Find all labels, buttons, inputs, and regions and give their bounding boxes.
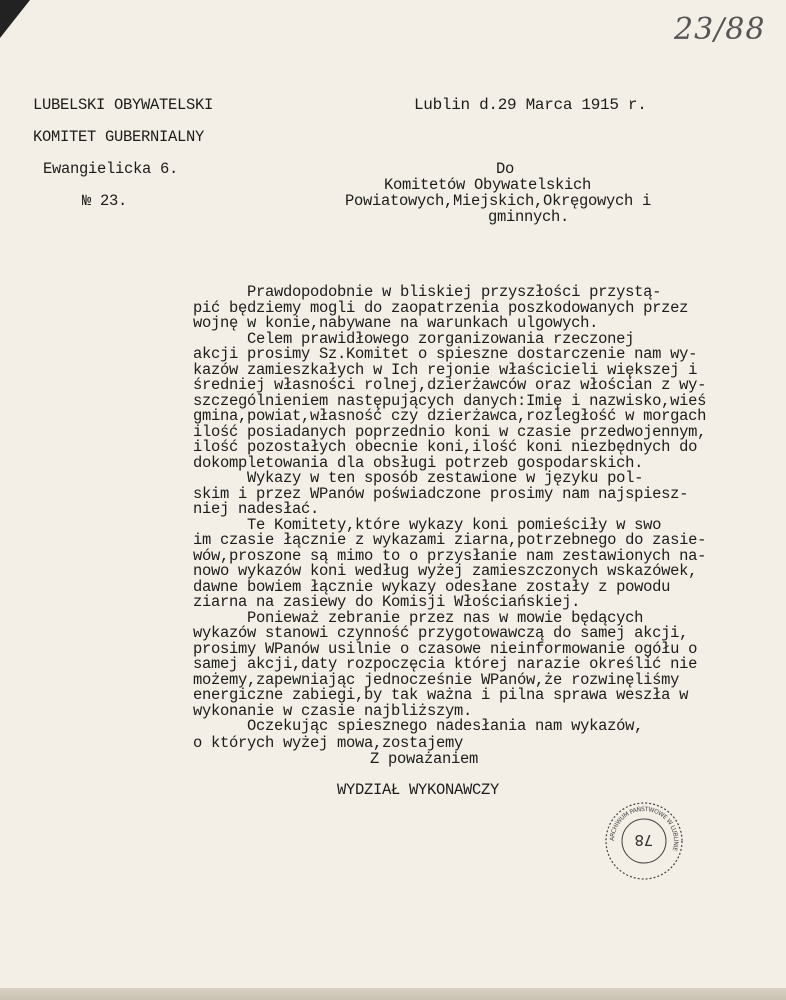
closing-regards: Z poważaniem bbox=[370, 750, 479, 768]
body-line: wykonanie w czasie najbliższym. bbox=[193, 701, 473, 720]
body-line: wojnę w konie,nabywane na warunkach ulgowych. bbox=[193, 314, 599, 332]
body-line: możemy,zapewniając jednocześnie WPanów,że rozwinęliśmy bbox=[193, 670, 680, 689]
body-line: Ponieważ zebranie przez nas w mowie będących bbox=[193, 608, 644, 627]
recipient-line3: Powiatowych,Miejskich,Okręgowych i bbox=[345, 192, 652, 210]
body-line: im czasie łącznie z wykazami ziarna,potrzebnego do zasie- bbox=[193, 531, 707, 549]
org-name-line1: LUBELSKI OBYWATELSKI bbox=[33, 96, 214, 114]
stamp-number: 78 bbox=[634, 831, 654, 849]
signature-department: WYDZIAŁ WYKONAWCZY bbox=[337, 781, 500, 799]
recipient-to: Do bbox=[496, 160, 515, 178]
document-number: № 23. bbox=[82, 192, 128, 210]
body-line: szczególnieniem następujących danych:Imię i nazwisko,wieś bbox=[193, 391, 707, 410]
body-line: dawne bowiem łącznie wykazy odesłane zostały z powodu bbox=[193, 577, 671, 596]
body-line: pić będziemy mogli do zaopatrzenia poszkodowanych przez bbox=[193, 298, 689, 317]
body-line: ziarna na zasiewy do Komisji Włościańskiej. bbox=[193, 593, 581, 611]
body-line: wykazów stanowi czynność przygotowawczą do samej akcji, bbox=[193, 624, 689, 642]
body-line: gmina,powiat,własność czy dzierżawca,rozległość w morgach bbox=[193, 407, 707, 425]
org-address: Ewangielicka 6. bbox=[43, 160, 179, 178]
stamp-text: ARCHIWUM PAŃSTWOWE W LUBLINIE bbox=[608, 805, 680, 852]
body-line: nowo wykazów koni według wyżej zamieszczonych wskazówek, bbox=[193, 562, 698, 580]
body-line: Oczekując spiesznego nadesłania nam wykazów, bbox=[193, 717, 644, 735]
archive-stamp bbox=[603, 800, 685, 882]
torn-corner bbox=[0, 0, 30, 38]
body-line: ilość posiadanych poprzednio koni w czasie przedwojennym, bbox=[193, 422, 707, 441]
body-line: prosimy WPanów usilnie o czasowe nieinformowanie ogółu o bbox=[193, 639, 698, 658]
body-line: dokompletowania dla obsługi potrzeb gospodarskich. bbox=[193, 453, 644, 472]
body-line: średniej własności rolnej,dzierżawców oraz włościan z wy- bbox=[193, 376, 707, 394]
body-line: samej akcji,daty rozpoczęcia której narazie określić nie bbox=[193, 655, 698, 673]
body-line: Celem prawidłowego zorganizowania rzeczonej bbox=[193, 329, 635, 348]
page-bottom-edge bbox=[0, 988, 786, 1000]
recipient-line4: gminnych. bbox=[488, 208, 570, 226]
letter-body bbox=[193, 285, 773, 735]
body-line: niej nadesłać. bbox=[193, 500, 320, 518]
body-line: ilość pozostałych obecnie koni,ilość koni niezbędnych do bbox=[193, 438, 698, 456]
recipient-line2: Komitetów Obywatelskich bbox=[384, 176, 592, 194]
body-line: Wykazy w ten sposób zestawione w języku pol- bbox=[193, 469, 644, 487]
body-line: Te Komitety,które wykazy koni pomieściły w swo bbox=[193, 515, 662, 534]
body-line: energiczne zabiegi,by tak ważna i pilna sprawa weszła w bbox=[193, 686, 689, 704]
body-line: akcji prosimy Sz.Komitet o spieszne dostarczenie nam wy- bbox=[193, 345, 698, 363]
body-line: kazów zamieszkałych w Ich rejonie właścicieli większej i bbox=[193, 360, 698, 379]
place-date: Lublin d.29 Marca 1915 r. bbox=[414, 96, 647, 114]
closing-line1: o których wyżej mowa,zostajemy bbox=[193, 734, 464, 752]
archive-number-handwritten: 23/88 bbox=[674, 12, 766, 47]
body-line: Prawdopodobnie w bliskiej przyszłości przystą- bbox=[193, 283, 662, 301]
body-line: skim i przez WPanów poświadczone prosimy nam najspiesz- bbox=[193, 484, 689, 503]
body-line: wów,proszone są mimo to o przysłanie nam zestawionych na- bbox=[193, 546, 707, 565]
org-name-line2: KOMITET GUBERNIALNY bbox=[33, 128, 205, 146]
